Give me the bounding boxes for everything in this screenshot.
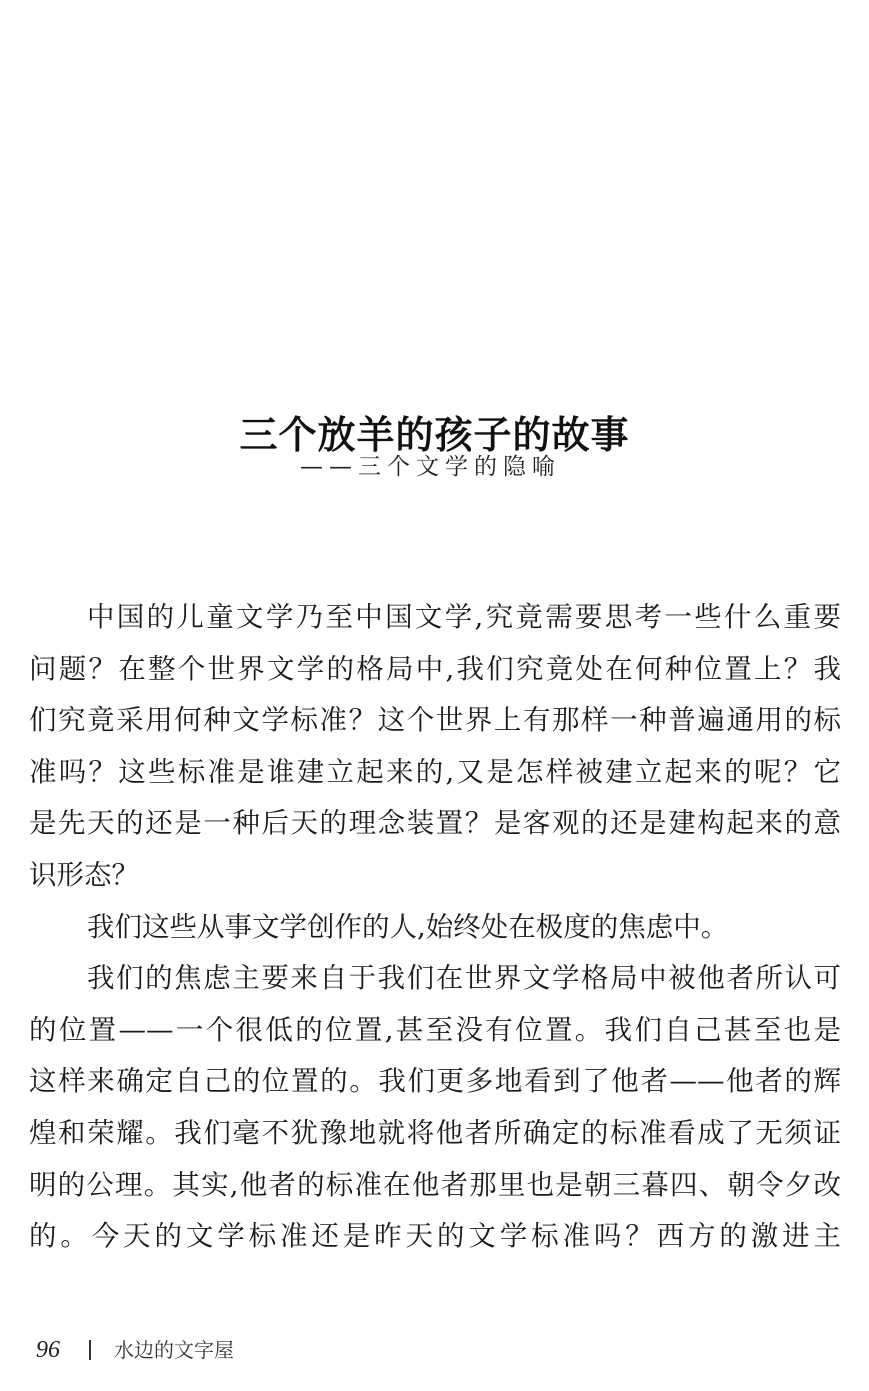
text-line: 的。今天的文学标准还是昨天的文学标准吗？西方的激进主 xyxy=(29,1220,841,1253)
chapter-title: 三个放羊的孩子的故事 xyxy=(239,413,630,458)
page-footer xyxy=(36,1333,234,1367)
text-line: 我们这些从事文学创作的人,始终处在极度的焦虑中。 xyxy=(87,910,729,943)
chapter-subtitle: ——三个文学的隐喻 xyxy=(300,454,561,480)
text-line: 我们的焦虑主要来自于我们在世界文学格局中被他者所认可 xyxy=(87,962,841,995)
text-line: 煌和荣耀。我们毫不犹豫地就将他者所确定的标准看成了无须证 xyxy=(29,1116,841,1149)
footer-divider xyxy=(89,1340,91,1360)
text-line: 的位置——一个很低的位置,甚至没有位置。我们自己甚至也是 xyxy=(29,1013,841,1046)
text-line: 是先天的还是一种后天的理念装置？是客观的还是建构起来的意 xyxy=(29,807,841,840)
body-text xyxy=(29,595,841,1266)
text-line: 明的公理。其实,他者的标准在他者那里也是朝三暮四、朝令夕改 xyxy=(29,1168,841,1201)
text-line: 识形态？ xyxy=(29,858,139,891)
text-line: 这样来确定自己的位置的。我们更多地看到了他者——他者的辉 xyxy=(29,1065,841,1098)
text-line: 准吗？这些标准是谁建立起来的,又是怎样被建立起来的呢？它 xyxy=(29,755,841,788)
text-line: 们究竟采用何种文学标准？这个世界上有那样一种普遍通用的标 xyxy=(29,704,841,737)
text-line: 问题？在整个世界文学的格局中,我们究竟处在何种位置上？我 xyxy=(29,652,841,685)
text-line: 中国的儿童文学乃至中国文学,究竟需要思考一些什么重要 xyxy=(87,601,841,633)
page-number: 96 xyxy=(36,1337,60,1363)
book-title: 水边的文字屋 xyxy=(114,1338,234,1362)
